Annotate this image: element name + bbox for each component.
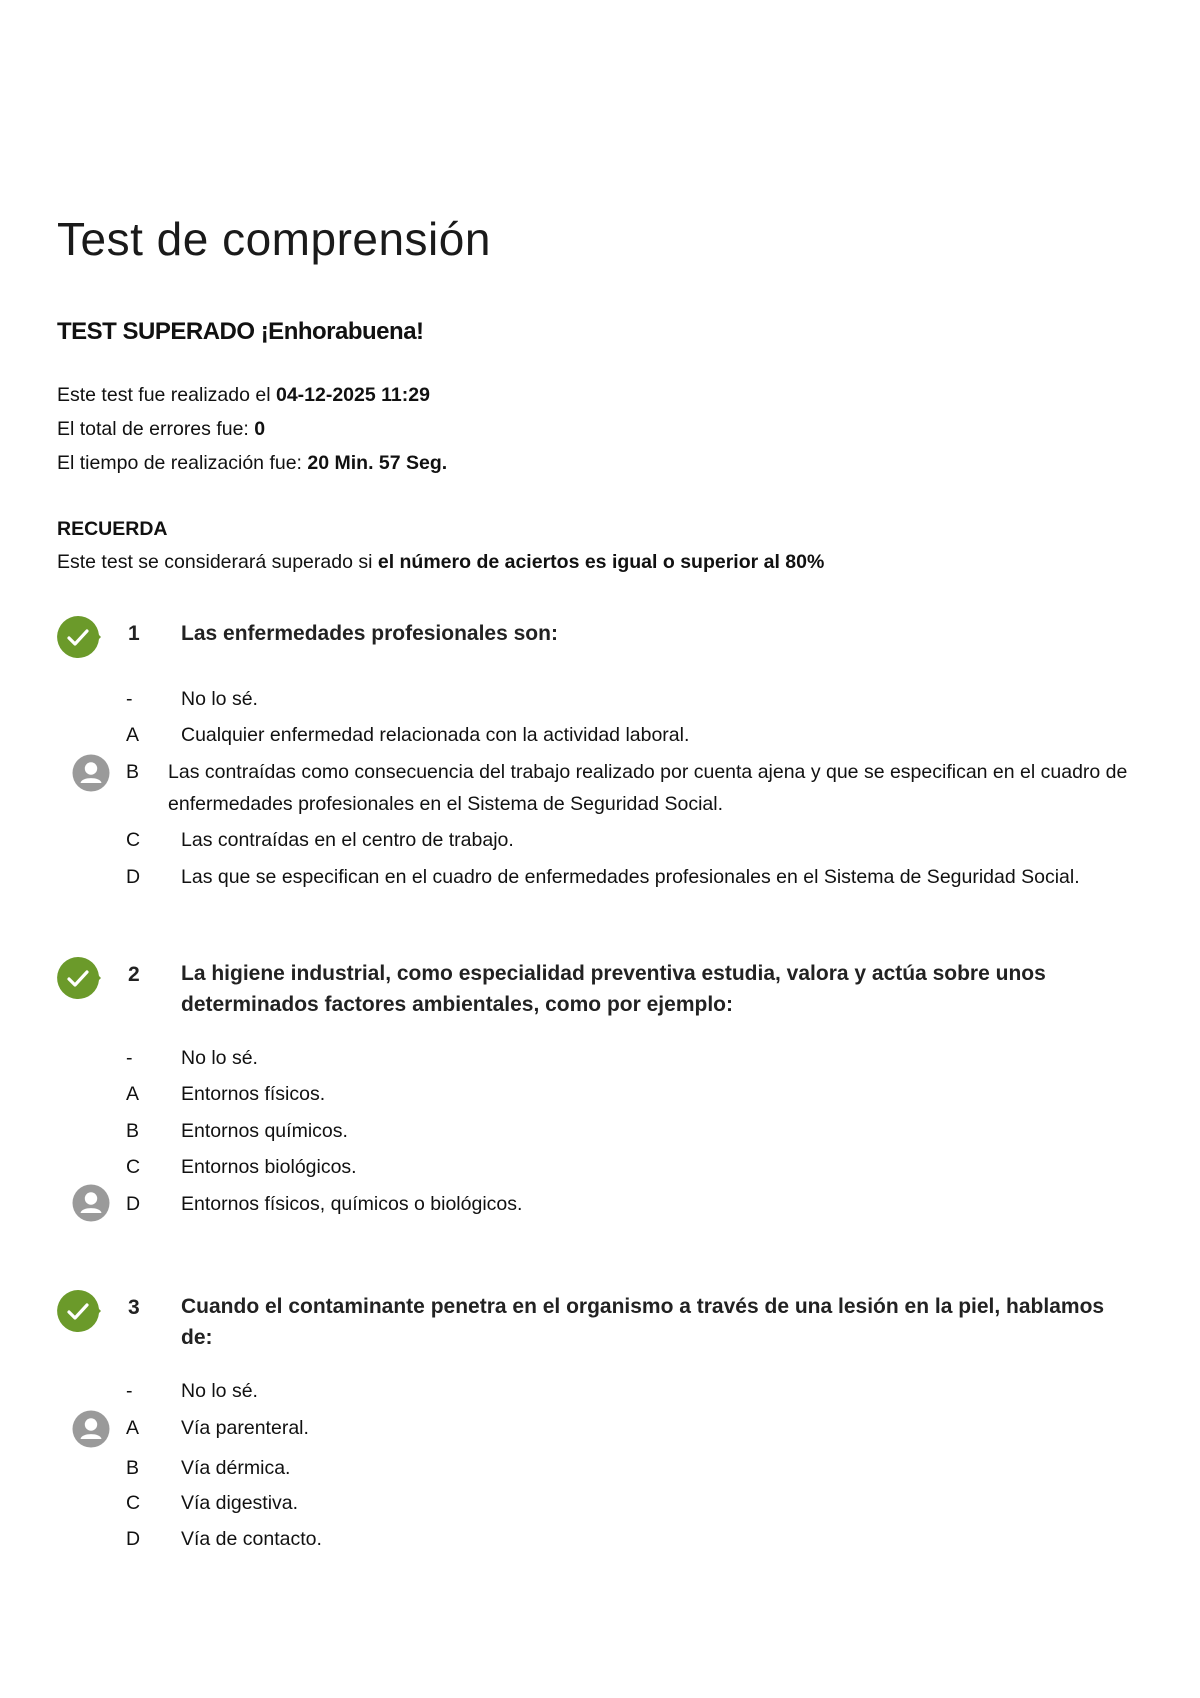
errors-label: El total de errores fue:: [57, 418, 249, 440]
option-text: Las contraídas como consecuencia del trabajo realizado por cuenta ajena y que se especifican en el cuadro de enfermedades profesionales en el Sistema de Seguridad Social.: [168, 761, 1128, 815]
date-label: Este test fue realizado el: [57, 384, 271, 406]
question-number: 2: [128, 963, 140, 986]
question-number: 1: [128, 622, 140, 645]
question-number: 3: [128, 1296, 140, 1319]
errors-value: 0: [254, 418, 266, 440]
option-letter: B: [126, 1457, 140, 1479]
question-text: Las enfermedades profesionales son:: [181, 622, 558, 645]
correct-check-icon: [55, 614, 101, 660]
errors-line: [57, 418, 265, 441]
option-text: Entornos físicos.: [181, 1083, 326, 1105]
selected-answer-user-icon: [72, 1410, 110, 1448]
option-text: Las contraídas en el centro de trabajo.: [181, 829, 514, 851]
option-text: Las que se especifican en el cuadro de enfermedades profesionales en el Sistema de Seguridad Social.: [181, 866, 1080, 888]
option-text: No lo sé.: [181, 1380, 258, 1402]
time-line: [57, 452, 447, 475]
result-heading: TEST SUPERADO ¡Enhorabuena!: [57, 318, 424, 345]
option-letter: A: [126, 1083, 140, 1105]
selected-answer-user-icon: [72, 754, 110, 792]
option-letter: D: [126, 1528, 141, 1550]
recuerda-bold: el número de aciertos es igual o superior al 80%: [377, 551, 825, 573]
option-text: Vía digestiva.: [181, 1492, 299, 1514]
option-text: Entornos químicos.: [181, 1120, 348, 1142]
option-letter: A: [126, 724, 140, 746]
question-text: La higiene industrial, como especialidad preventiva estudia, valora y actúa sobre unos determinados factores ambientales, como por ejemplo:: [181, 962, 1046, 1016]
option-text: Entornos biológicos.: [181, 1156, 357, 1178]
recuerda-label: RECUERDA: [57, 518, 168, 540]
option-text: Vía de contacto.: [181, 1528, 322, 1550]
page-title: Test de comprensión: [57, 213, 491, 265]
option-text: Entornos físicos, químicos o biológicos.: [181, 1193, 523, 1215]
option-letter: A: [126, 1417, 140, 1439]
option-letter: B: [126, 1120, 140, 1142]
option-letter: B: [126, 761, 140, 783]
option-text: Vía parenteral.: [181, 1417, 309, 1439]
option-text: Vía dérmica.: [181, 1457, 291, 1479]
option-letter: C: [126, 1156, 141, 1178]
date-value: 04-12-2025 11:29: [275, 384, 430, 406]
date-line: [57, 384, 430, 407]
option-text: Cualquier enfermedad relacionada con la actividad laboral.: [181, 724, 690, 746]
option-letter: C: [126, 829, 141, 851]
time-label: El tiempo de realización fue:: [57, 452, 302, 474]
option-text: No lo sé.: [181, 688, 258, 710]
option-text: No lo sé.: [181, 1047, 258, 1069]
question-text: Cuando el contaminante penetra en el organismo a través de una lesión en la piel, hablamos de:: [181, 1295, 1105, 1349]
correct-check-icon: [55, 1288, 101, 1334]
option-letter: D: [126, 866, 141, 888]
option-letter: -: [126, 1380, 133, 1402]
time-value: 20 Min. 57 Seg.: [307, 452, 448, 474]
selected-answer-user-icon: [72, 1184, 110, 1222]
option-letter: -: [126, 1047, 133, 1069]
correct-check-icon: [55, 955, 101, 1001]
recuerda-prefix: Este test se considerará superado si: [57, 551, 373, 573]
option-letter: C: [126, 1492, 141, 1514]
option-letter: -: [126, 688, 133, 710]
recuerda-text: [57, 551, 824, 574]
option-letter: D: [126, 1193, 141, 1215]
